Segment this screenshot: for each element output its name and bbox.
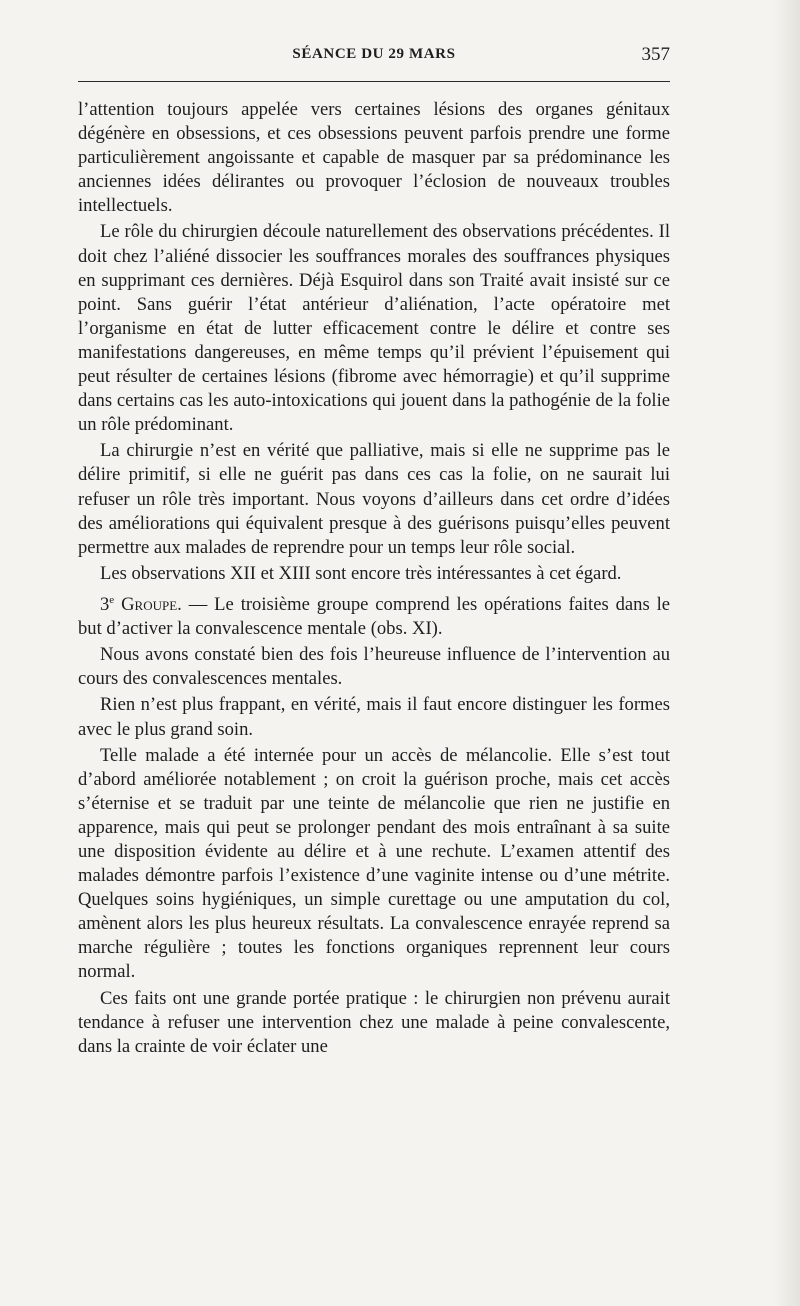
paragraph-intervention: Nous avons constaté bien des fois l’heureuse influence de l’intervention au cours des convalescences mentales. [78,644,670,690]
header-rule [78,81,670,82]
paragraph-groupe-3 [78,588,670,641]
body-text [78,98,670,1059]
paragraph-melancolie: Telle malade a été internée pour un accès de mélancolie. Elle s’est tout d’abord améliorée notablement ; on croit la guérison proche, mais cet accès s’éternise et se traduit par une teinte de mélancolie que rien ne justifie en apparence, mais qui peut se prolonger pendant des mois entraînant à sa suite une disposition évidente au délire et à une rechute. L’examen attentif des malades démontre parfois l’existence d’une vaginite intense ou d’une métrite. Quelques soins hygiéniques, un simple curettage ou une amputation du col, amènent alors les plus heureux résultats. La convalescence enrayée reprend sa marche régulière ; toutes les fonctions organiques reprennent leur cours normal. [78,744,670,983]
paragraph-frappant: Rien n’est plus frappant, en vérité, mais il faut encore distinguer les formes avec le plus grand soin. [78,694,670,740]
groupe-label: Groupe. [121,594,182,616]
running-head: SÉANCE DU 29 MARS [292,46,456,62]
groupe-text: — Le troisième groupe comprend les opérations faites dans le but d’activer la convalescence mentale (obs. XI). [78,594,671,640]
page-edge-shadow [774,0,800,1306]
paragraph-observations: Les observations XII et XIII sont encore très intéressantes à cet égard. [100,562,622,584]
paragraph-role-chirurgien: Le rôle du chirurgien découle naturellement des observations précédentes. Il doit chez l’aliéné dissocier les souffrances morales des souffrances physiques en supprimant ces dernières. Déjà Esquirol dans son Traité avait insisté sur ce point. Sans guérir l’état antérieur d’aliénation, l’acte opératoire met l’organisme en état de lutter efficacement contre le délire et contre ses manifestations dangereuses, en même temps qu’il prévient l’épuisement qui peut résulter de certaines lésions (fibrome avec hémorragie) et qu’il supprime dans certains cas les auto-intoxications qui jouent dans la pathogénie de la folie un rôle prédominant. [78,221,670,436]
page-header [78,44,670,72]
paragraph-chirurgie-palliative: La chirurgie n’est en vérité que palliative, mais si elle ne supprime pas le délire primitif, si elle ne guérit pas dans ces cas la folie, on ne saurait lui refuser un rôle très important. Nous voyons d’ailleurs dans cet ordre d’idées des améliorations qui équivalent presque à des guérisons puisqu’elles peuvent permettre aux malades de reprendre pour un temps leur rôle social. [78,440,670,558]
paragraph-portee-pratique: Ces faits ont une grande portée pratique : le chirurgien non prévenu aurait tendance à refuser une intervention chez une malade à peine convalescente, dans la crainte de voir éclater une [78,987,670,1057]
groupe-superscript: e [109,593,115,606]
groupe-number: 3 [100,594,110,616]
paragraph-continuation: l’attention toujours appelée vers certaines lésions des organes génitaux dégénère en obsessions, et ces obsessions peuvent parfois prendre une forme particulièrement angoissante et capable de masquer par sa prédominance les anciennes idées délirantes ou provoquer l’éclosion de nouveaux troubles intellectuels. [78,99,670,217]
page-number: 357 [641,44,670,65]
